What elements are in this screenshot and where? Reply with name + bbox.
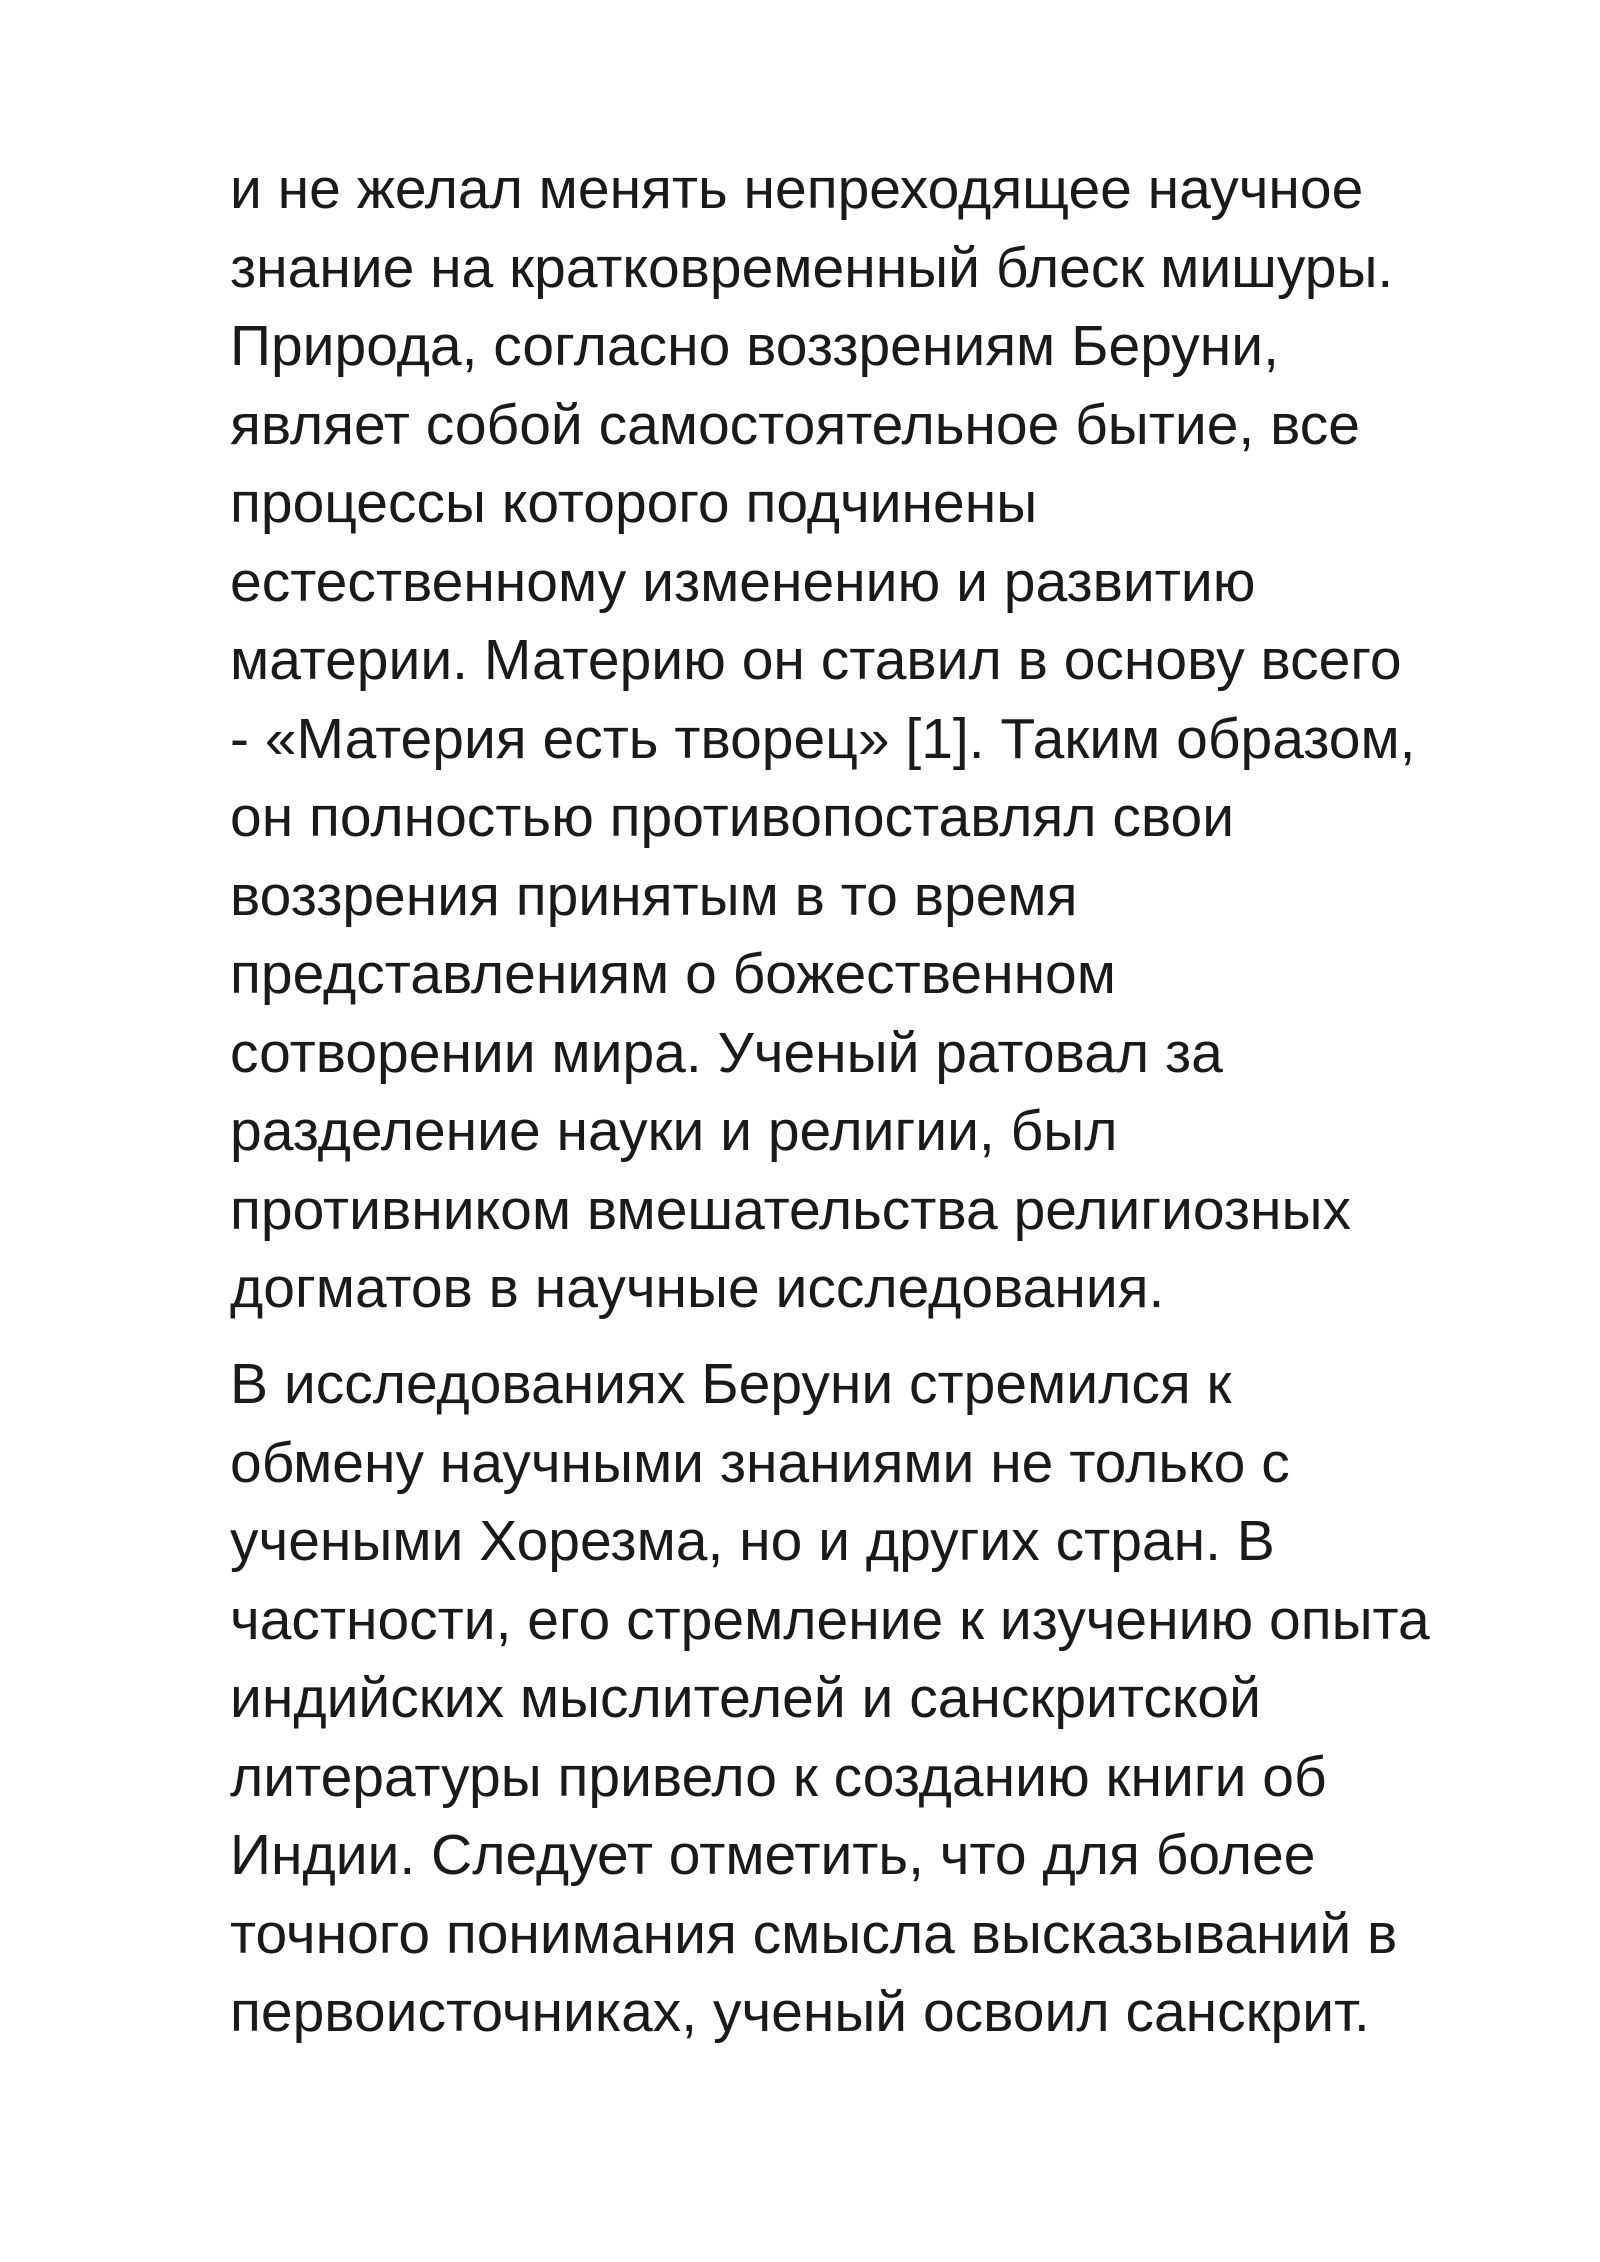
paragraph-line: В исследованиях Беруни стремился к	[230, 1352, 1232, 1416]
paragraph-line: материи. Материю он ставил в основу всего	[230, 628, 1402, 692]
paragraph-line: процессы которого подчинены	[230, 471, 1038, 535]
paragraph-line: литературы привело к созданию книги об	[230, 1744, 1327, 1809]
paragraph-line: догматов в научные исследования.	[230, 1256, 1165, 1320]
paragraph-line: Природа, согласно воззрениям Беруни,	[230, 314, 1279, 378]
paragraph-line: первоисточниках, ученый освоил санскрит.	[230, 1980, 1370, 2044]
paragraph-line: сотворении мира. Ученый ратовал за	[230, 1020, 1223, 1085]
paragraph-2	[230, 1345, 1530, 2052]
paragraph-1	[230, 150, 1530, 1328]
paragraph-line: являет собой самостоятельное бытие, все	[230, 392, 1360, 457]
paragraph-line: противником вмешательства религиозных	[230, 1177, 1351, 1242]
paragraph-line: он полностью противопоставлял свои	[230, 785, 1235, 849]
paragraph-line: частности, его стремление к изучению опыта	[230, 1587, 1430, 1652]
paragraph-line: воззрения принятым в то время	[230, 863, 1078, 928]
paragraph-line: точного понимания смысла высказываний в	[230, 1901, 1398, 1966]
paragraph-line: естественному изменению и развитию	[230, 549, 1256, 614]
paragraph-line: и не желал менять непреходящее научное	[230, 157, 1364, 221]
paragraph-line: Индии. Следует отметить, что для более	[230, 1823, 1316, 1887]
paragraph-line: - «Материя есть творец» [1]. Таким образом,	[230, 706, 1416, 771]
paragraph-line: знание на кратковременный блеск мишуры.	[230, 235, 1394, 300]
paragraph-line: учеными Хорезма, но и других стран. В	[230, 1509, 1275, 1573]
paragraph-line: индийских мыслителей и санскритской	[230, 1666, 1261, 1730]
paragraph-line: обмену научными знаниями не только с	[230, 1430, 1290, 1495]
paragraph-line: представлениям о божественном	[230, 942, 1116, 1006]
paragraph-line: разделение науки и религии, был	[230, 1099, 1118, 1163]
